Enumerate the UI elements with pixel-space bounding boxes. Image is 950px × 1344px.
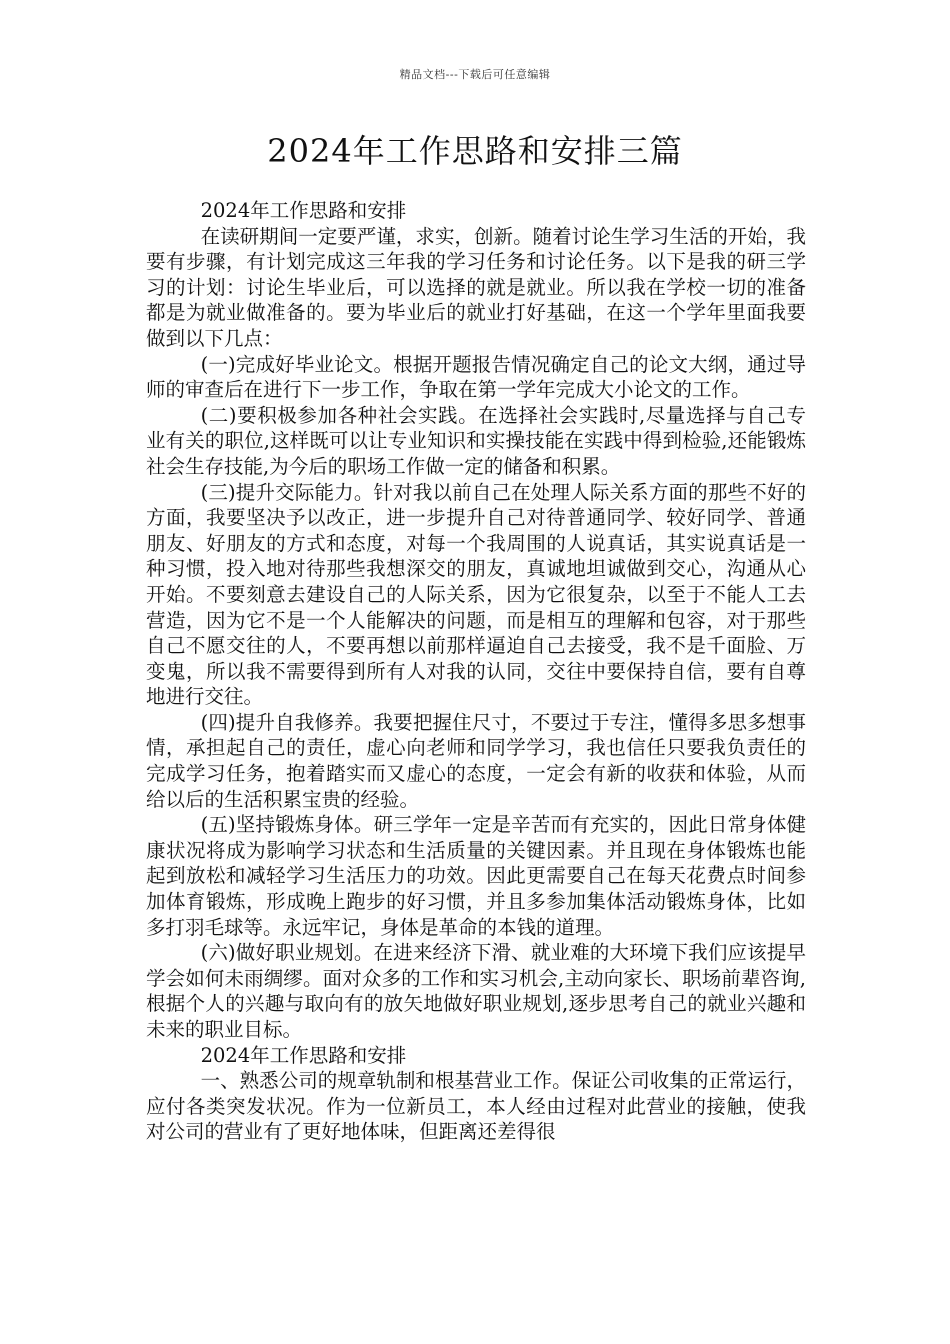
paragraph-item-4: (四)提升自我修养。我要把握住尺寸，不要过于专注，懂得多思多想事情，承担起自己的责任，虚心向老师和同学学习，我也信任只要我负责任的完成学习任务，抱着踏实而又虚心的态度，一定会有新的收获和体验，从而给以后的生活积累宝贵的经验。 <box>146 710 806 811</box>
section-heading-1: 2024年工作思路和安排 <box>200 199 407 222</box>
paragraph-item-3: (三)提升交际能力。针对我以前自己在处理人际关系方面的那些不好的方面，我要坚决予以改正，进一步提升自己对待普通同学、较好同学、普通朋友、好朋友的方式和态度，对每一个我周围的人说真话，其实说真话是一种习惯，投入地对待那些我想深交的朋友，真诚地坦诚做到交心，沟通从心开始。不要刻意去建设自己的人际关系，因为它很复杂，以至于不能人工去营造，因为它不是一个人能解决的问题，而是相互的理解和包容，对于那些自己不愿交往的人，不要再想以前那样逼迫自己去接受，我不是千面脸、万变鬼，所以我不需要得到所有人对我的认同，交往中要保持自信，要有自尊地进行交往。 <box>146 480 806 709</box>
section-heading-2: 2024年工作思路和安排 <box>200 1043 407 1067</box>
paragraph-section-2-item-1: 一、熟悉公司的规章轨制和根基营业工作。保证公司收集的正常运行，应付各类突发状况。作为一位新员工，本人经由过程对此营业的接触，使我对公司的营业有了更好地体味，但距离还差得很 <box>146 1069 806 1144</box>
paragraph-intro: 在读研期间一定要严谨，求实，创新。随着讨论生学习生活的开始，我要有步骤，有计划完成这三年我的学习任务和讨论任务。以下是我的研三学习的计划：讨论生毕业后，可以选择的就是就业。所以我在学校一切的准备都是为就业做准备的。要为毕业后的就业打好基础，在这一个学年里面我要做到以下几点： <box>146 224 806 350</box>
paragraph-item-2: (二)要积极参加各种社会实践。在选择社会实践时,尽量选择与自己专业有关的职位,这样既可以让专业知识和实操技能在实践中得到检验,还能锻炼社会生存技能,为今后的职场工作做一定的储备和积累。 <box>146 403 806 478</box>
paragraph-item-5: (五)坚持锻炼身体。研三学年一定是辛苦而有充实的，因此日常身体健康状况将成为影响学习状态和生活质量的关键因素。并且现在身体锻炼也能起到放松和减轻学习生活压力的功效。因此更需要自己在每天花费点时间参加体育锻炼，形成晚上跑步的好习惯，并且多参加集体活动锻炼身体，比如多打羽毛球等。永远牢记，身体是革命的本钱的道理。 <box>146 813 806 939</box>
document-title: 2024年工作思路和安排三篇 <box>267 132 683 170</box>
paragraph-item-6: (六)做好职业规划。在进来经济下滑、就业难的大环境下我们应该提早学会如何未雨绸缪。面对众多的工作和实习机会,主动向家长、职场前辈咨询,根据个人的兴趣与取向有的放矢地做好职业规划,逐步思考自己的就业兴趣和未来的职业目标。 <box>146 941 806 1041</box>
paragraph-item-1: (一)完成好毕业论文。根据开题报告情况确定自己的论文大纲，通过导师的审查后在进行下一步工作，争取在第一学年完成大小论文的工作。 <box>146 352 806 402</box>
page-header: 精品文档---下载后可任意编辑 <box>399 68 551 81</box>
document-body <box>146 198 806 1145</box>
